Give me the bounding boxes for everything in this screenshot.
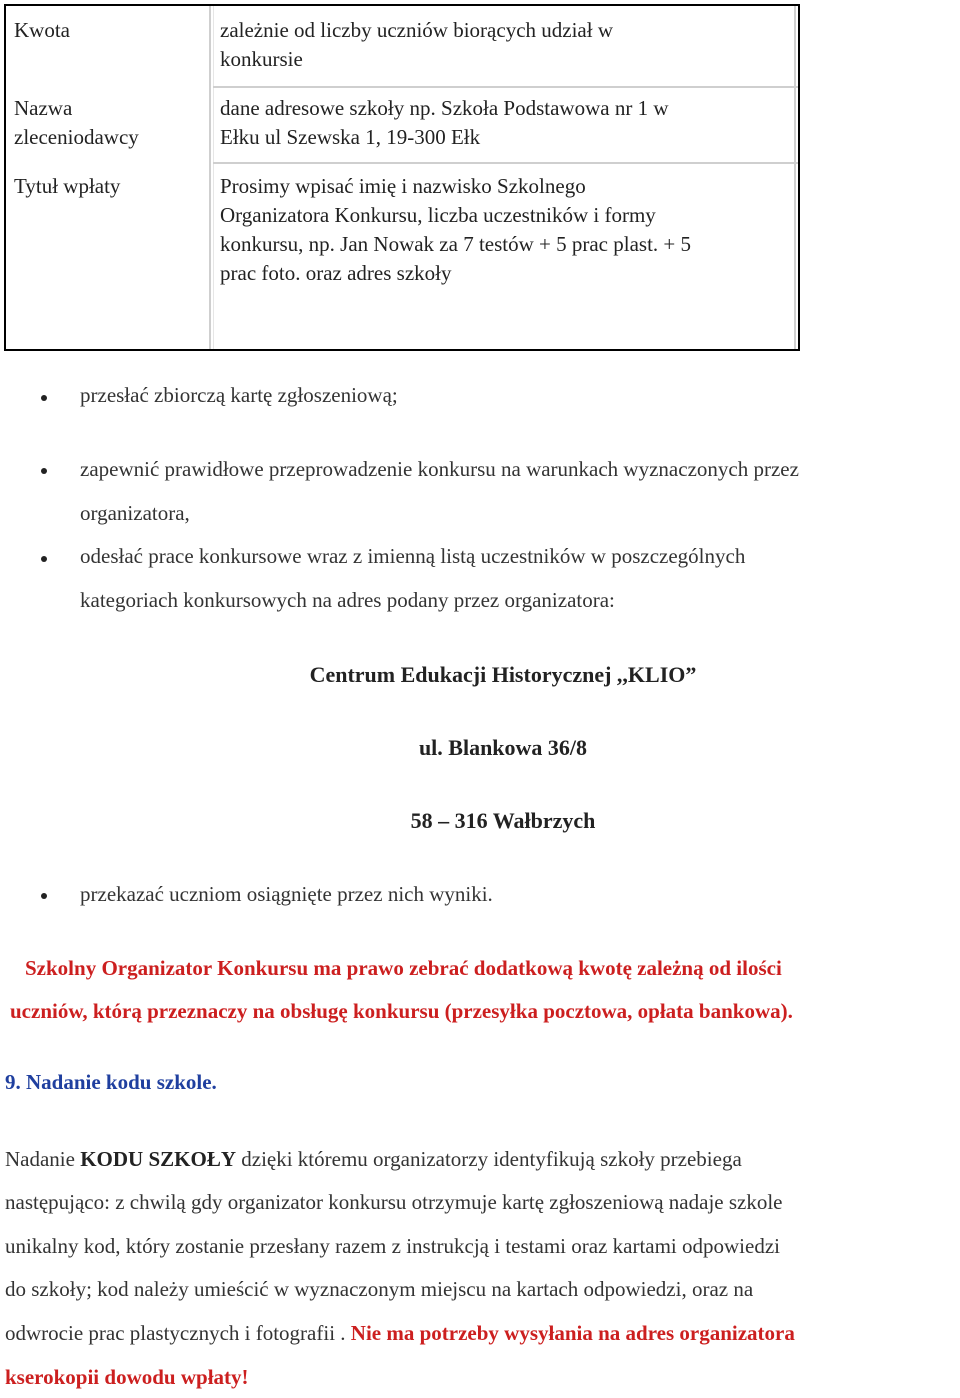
bullet-item-continuation: kategoriach konkursowych na adres podany przez organizatora: (80, 588, 615, 612)
column-divider-inner (213, 6, 214, 349)
notice-line: uczniów, którą przeznaczy na obsługę konkursu (przesyłka pocztowa, opłata bankowa). (10, 999, 793, 1023)
right-inner-border (794, 6, 796, 349)
bullet-item: zapewnić prawidłowe przeprowadzenie konkursu na warunkach wyznaczonych przez (80, 457, 799, 481)
notice-line: Szkolny Organizator Konkursu ma prawo zebrać dodatkową kwotę zależną od ilości (25, 956, 782, 980)
value-line: dane adresowe szkoły np. Szkoła Podstawowa nr 1 w (220, 96, 669, 120)
bullet-item: przekazać uczniom osiągnięte przez nich wyniki. (80, 882, 493, 906)
paragraph-line (5, 1365, 249, 1390)
warning-text: kserokopii dowodu wpłaty! (5, 1365, 249, 1389)
address-line-street: ul. Blankowa 36/8 (418, 735, 588, 760)
label-line: zleceniodawcy (14, 125, 139, 149)
address-line-city: 58 – 316 Wałbrzych (410, 808, 596, 833)
bullet-dot (41, 395, 47, 401)
column-divider (209, 6, 211, 349)
text: Nadanie (5, 1147, 81, 1171)
row-label-tytul: Tytuł wpłaty (14, 174, 121, 198)
paragraph-line: następująco: z chwilą gdy organizator konkursu otrzymuje kartę zgłoszeniową nadaje szkole (5, 1190, 783, 1214)
payment-info-table (4, 4, 800, 351)
row-value-tytul (220, 172, 790, 288)
text: odwrocie prac plastycznych i fotografii . (5, 1321, 351, 1345)
row-divider (213, 162, 798, 164)
bold-text: KODU SZKOŁY (80, 1147, 236, 1171)
row-label-kwota: Kwota (14, 18, 70, 42)
label-line: Nazwa (14, 96, 73, 120)
bullet-dot (41, 556, 47, 562)
paragraph-line: unikalny kod, który zostanie przesłany razem z instrukcją i testami oraz kartami odpowiedzi (5, 1234, 780, 1258)
row-divider (213, 86, 798, 88)
paragraph-line: do szkoły; kod należy umieścić w wyznaczonym miejscu na kartach odpowiedzi, oraz na (5, 1277, 754, 1301)
bullet-item: przesłać zbiorczą kartę zgłoszeniową; (80, 383, 398, 407)
value-line: prac foto. oraz adres szkoły (220, 261, 452, 285)
value-line: zależnie od liczby uczniów biorących udział w (220, 18, 613, 42)
paragraph-line (5, 1321, 795, 1346)
section-heading: 9. Nadanie kodu szkole. (5, 1070, 217, 1094)
address-line-organization: Centrum Edukacji Historycznej ,,KLIO” (309, 662, 697, 687)
value-line: Prosimy wpisać imię i nazwisko Szkolnego (220, 174, 586, 198)
bullet-item-continuation: organizatora, (80, 501, 190, 525)
value-line: Organizatora Konkursu, liczba uczestników i formy (220, 203, 656, 227)
row-label-zleceniodawca (14, 94, 139, 152)
warning-text: Nie ma potrzeby wysyłania na adres organizatora (350, 1321, 795, 1345)
bullet-item: odesłać prace konkursowe wraz z imienną listą uczestników w poszczególnych (80, 544, 746, 568)
row-value-zleceniodawca (220, 94, 790, 152)
paragraph-line (5, 1147, 742, 1172)
value-line: Ełku ul Szewska 1, 19-300 Ełk (220, 125, 481, 149)
bullet-dot (41, 468, 47, 474)
row-value-kwota (220, 16, 790, 74)
value-line: konkursie (220, 47, 303, 71)
text: dzięki któremu organizatorzy identyfikują szkoły przebiega (236, 1147, 742, 1171)
bullet-dot (41, 893, 47, 899)
value-line: konkursu, np. Jan Nowak za 7 testów + 5 prac plast. + 5 (220, 232, 692, 256)
